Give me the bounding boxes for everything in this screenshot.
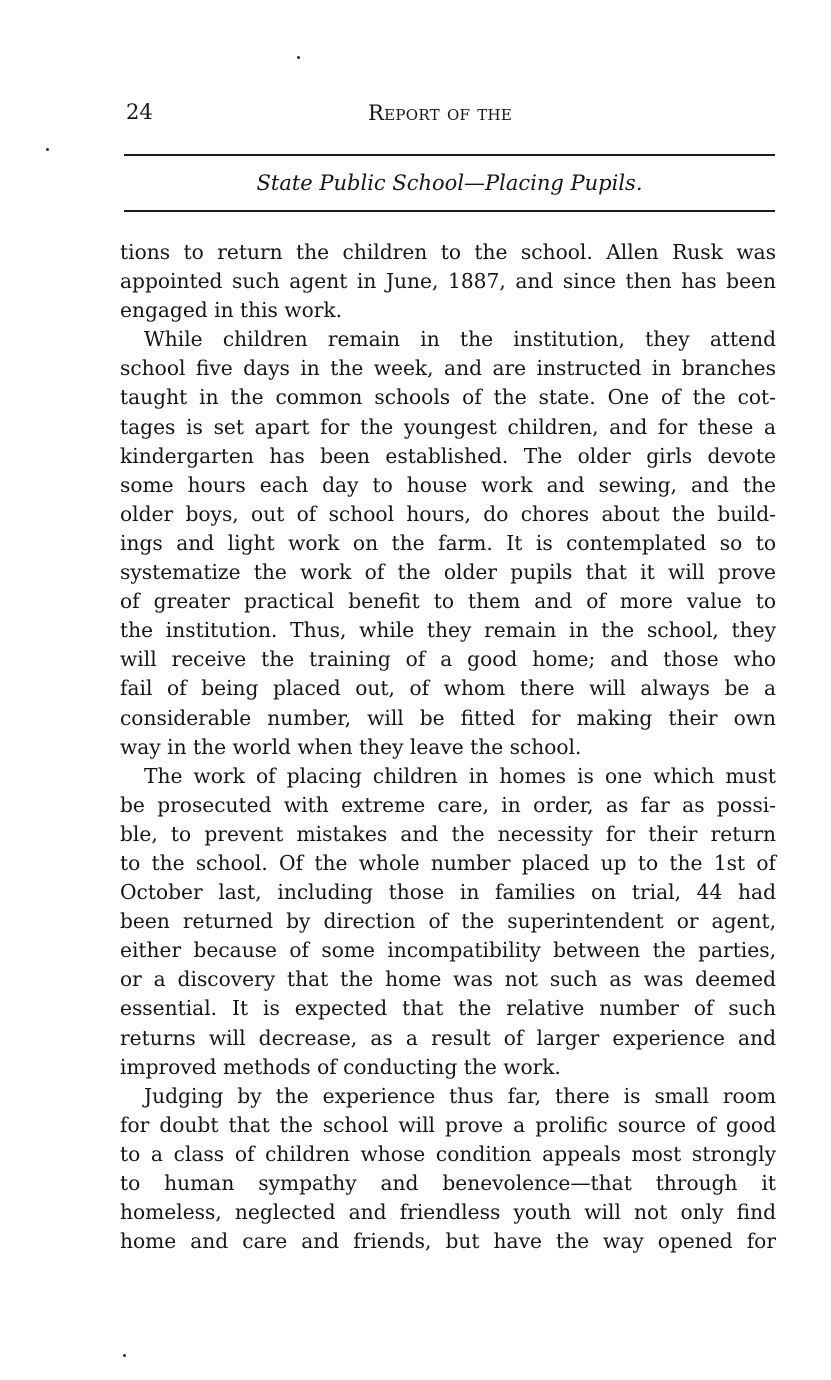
text-line: kindergarten has been established. The older girls devote [120,443,776,468]
print-speck [46,148,49,151]
text-line: of greater practical benefit to them and of more value to [120,589,776,614]
paragraph-first-line: While children remain in the institution, they attend [144,327,776,352]
text-line: older boys, out of school hours, do chores about the build- [120,501,776,526]
text-line: for doubt that the school will prove a prolific source of good [120,1112,776,1137]
page-number: 24 [126,100,153,124]
text-line: improved methods of conducting the work. [120,1054,561,1079]
header-rule-bottom [124,210,775,212]
print-speck [297,56,300,59]
text-line: ble, to prevent mistakes and the necessity for their return [120,821,776,846]
text-line: fail of being placed out, of whom there will always be a [120,676,776,701]
text-line: school five days in the week, and are instructed in branches [120,356,776,381]
text-line: October last, including those in families on trial, 44 had [120,880,776,905]
text-line: considerable number, will be fitted for making their own [120,705,776,730]
paragraph-first-line: The work of placing children in homes is one which must [144,763,776,788]
text-line: tages is set apart for the youngest children, and for these a [120,414,776,439]
paragraph-first-line: Judging by the experience thus far, there is small room [144,1083,776,1108]
print-speck [123,1354,126,1357]
text-line: will receive the training of a good home; and those who [120,647,776,672]
section-title: State Public School—Placing Pupils. [256,171,643,195]
text-line: or a discovery that the home was not such as was deemed [120,967,776,992]
text-line: appointed such agent in June, 1887, and since then has been [120,269,776,294]
text-line: homeless, neglected and friendless youth will not only find [120,1200,776,1225]
text-line: either because of some incompatibility between the parties, [120,938,776,963]
text-line: to the school. Of the whole number placed up to the 1st of [120,850,776,875]
text-line: some hours each day to house work and sewing, and the [120,472,776,497]
text-line: the institution. Thus, while they remain in the school, they [120,618,776,643]
text-line: home and care and friends, but have the way opened for [120,1229,776,1254]
text-line: to human sympathy and benevolence—that through it [120,1171,776,1195]
text-line: systematize the work of the older pupils that it will prove [120,560,776,585]
text-line: to a class of children whose condition appeals most strongly [120,1141,776,1166]
text-line: tions to return the children to the school. Allen Rusk was [120,240,776,264]
text-line: essential. It is expected that the relative number of such [120,996,776,1021]
text-line: ings and light work on the farm. It is contemplated so to [120,530,776,555]
header-rule-top [124,154,775,156]
running-head: Report of the [368,101,513,125]
text-line: be prosecuted with extreme care, in order, as far as possi- [120,792,776,817]
text-line: way in the world when they leave the school. [120,734,582,759]
text-line: returns will decrease, as a result of larger experience and [120,1025,776,1050]
text-line: engaged in this work. [120,298,343,323]
text-line: taught in the common schools of the state. One of the cot- [120,385,776,410]
text-line: been returned by direction of the superintendent or agent, [120,909,776,934]
body-text [120,238,776,1256]
